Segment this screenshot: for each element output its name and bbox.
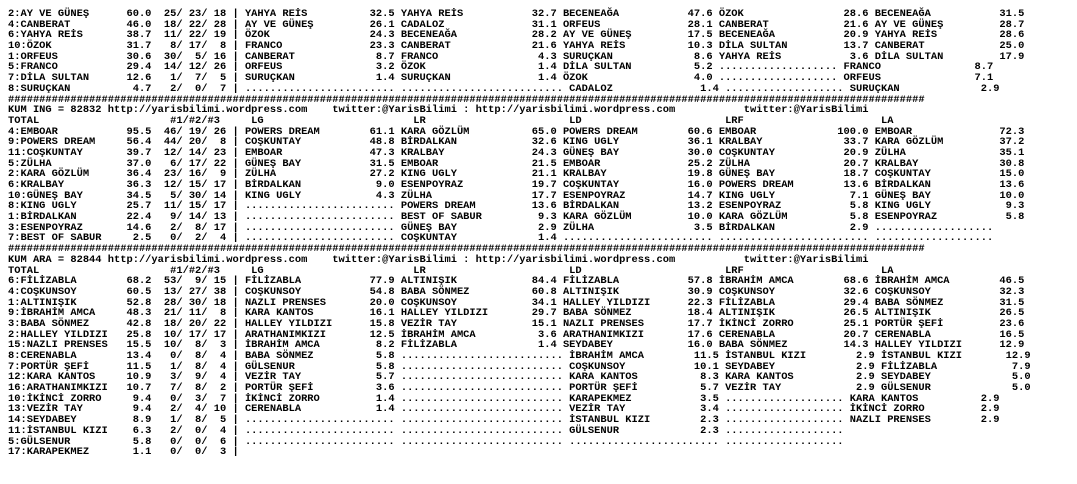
text-line: 13:VEZİR TAY 9.4 2/ 4/ 10 | CERENABLA 1.4 .......................... VEZİR TAY 3.4 ................... İKİNCİ ZORRO 2.9: [8, 403, 1000, 416]
text-line: 12:KARA KANTOS 10.9 3/ 9/ 4 | VEZİR TAY 5.7 .......................... KARA KANTOS 8.3 KARA KANTOS 2.9 SEYDABEY 5.0: [8, 371, 1031, 384]
text-line: 3:ESENPOYRAZ 14.6 2/ 8/ 17 | ........................ GÜNEŞ BAY 2.9 ZÜLHA 3.5 BİRDALKAN 2.9 ...................: [8, 221, 994, 234]
text-line: 1:BİRDALKAN 22.4 9/ 14/ 13 | ........................ BEST OF SABUR 9.3 KARA GÖZLÜM 10.0 KARA GÖZLÜM 5.8 ESENPOYRAZ 5.8: [8, 211, 1025, 224]
text-line: 4:EMBOAR 95.5 46/ 19/ 26 | POWERS DREAM 61.1 KARA GÖZLÜM 65.0 POWERS DREAM 60.6 EMBOAR 100.0 EMBOAR 72.3: [8, 125, 1025, 138]
text-line: 2:KARA GÖZLÜM 36.4 23/ 16/ 9 | ZÜLHA 27.2 KING UGLY 21.1 KRALBAY 19.8 GÜNEŞ BAY 18.7 COŞKUNTAY 15.0: [8, 168, 1025, 181]
text-line: 5:ZÜLHA 37.0 6/ 17/ 22 | GÜNEŞ BAY 31.5 EMBOAR 21.5 EMBOAR 25.2 ZÜLHA 20.7 KRALBAY 30.8: [8, 157, 1025, 170]
column-header-line: TOTAL #1/#2/#3 LG LR LD LRF LA: [8, 114, 894, 127]
text-line: 1:ALTINIŞIK 52.8 28/ 30/ 18 | NAZLI PRENSES 20.0 COŞKUNSOY 34.1 HALLEY YILDIZI 22.3 FİLİZABLA 29.4 BABA SÖNMEZ 31.5: [8, 296, 1025, 309]
text-line: 6:YAHYA REİS 38.7 11/ 22/ 19 | ÖZOK 24.3 BECENEAĞA 28.2 AY VE GÜNEŞ 17.5 BECENEAĞA 20.9 YAHYA REİS 28.6: [8, 29, 1025, 42]
race-header-line: KUM ARA = 82844 http://yarisbilimi.wordpress.com twitter:@YarisBilimi : http://yarisbilimi.wordpress.com twitter:@YarisBilimi: [8, 253, 869, 266]
text-line: 7:PORTÜR ŞEFİ 11.5 1/ 8/ 4 | GÜLSENUR 5.8 .......................... COŞKUNSOY 10.1 SEYDABEY 2.9 FİLİZABLA 7.9: [8, 360, 1031, 373]
text-line: 3:BABA SÖNMEZ 42.8 18/ 20/ 22 | HALLEY YILDIZI 15.8 VEZİR TAY 15.1 NAZLI PRENSES 17.7 İKİNCİ ZORRO 25.1 PORTÜR ŞEFİ 23.6: [8, 317, 1025, 330]
text-line: 11:İSTANBUL KIZI 6.3 2/ 0/ 4 | ........................ .......................... GÜLSENUR 2.3 ...................: [8, 424, 844, 437]
race-header-line: KUM ING = 82832 http://yarisbilimi.wordpress.com twitter:@YarisBilimi : http://yarisbilimi.wordpress.com twitter:@YarisBilimi: [8, 104, 869, 117]
text-line: 4:CANBERAT 46.0 18/ 22/ 28 | AY VE GÜNEŞ 26.1 CADALOZ 31.1 ORFEUS 28.1 CANBERAT 21.6 AY VE GÜNEŞ 28.7: [8, 18, 1025, 31]
text-line: 10:İKİNCİ ZORRO 9.4 0/ 3/ 7 | İKİNCİ ZORRO 1.4 .......................... KARAPEKMEZ 3.5 ................... KARA KANTOS 2.9: [8, 392, 1000, 405]
text-line: 8:KING UGLY 25.7 11/ 15/ 17 | ........................ POWERS DREAM 13.6 BİRDALKAN 13.2 ESENPOYRAZ 5.8 KING UGLY 9.3: [8, 200, 1025, 213]
text-line: 6:FİLİZABLA 68.2 53/ 9/ 15 | FİLİZABLA 77.9 ALTINIŞIK 84.4 FİLİZABLA 57.8 İBRAHİM AMCA 68.6 İBRAHİM AMCA 46.5: [8, 275, 1025, 288]
text-line: 2:AY VE GÜNEŞ 60.0 25/ 23/ 18 | YAHYA REİS 32.5 YAHYA REİS 32.7 BECENEAĞA 47.6 ÖZOK 28.6 BECENEAĞA 31.5: [8, 8, 1025, 20]
text-line: 5:GÜLSENUR 5.8 0/ 0/ 6 | ........................ .......................... ........................ ...................: [8, 435, 844, 448]
text-line: 5:FRANCO 29.4 14/ 12/ 26 | ORFEUS 3.2 ÖZOK 1.4 DİLA SULTAN 5.2 ................... FRANCO 8.7: [8, 61, 994, 74]
text-line: 4:COŞKUNSOY 60.5 13/ 27/ 38 | COŞKUNSOY 54.8 BABA SÖNMEZ 60.8 ALTINIŞIK 30.9 COŞKUNSOY 32.6 COŞKUNSOY 32.3: [8, 285, 1025, 298]
column-header-line: TOTAL #1/#2/#3 LG LR LD LRF LA: [8, 264, 894, 277]
text-line: 6:KRALBAY 36.3 12/ 15/ 17 | BİRDALKAN 9.0 ESENPOYRAZ 19.7 COŞKUNTAY 16.0 POWERS DREAM 13.6 BİRDALKAN 13.6: [8, 179, 1025, 191]
text-line: 9:İBRAHİM AMCA 48.3 21/ 11/ 8 | KARA KANTOS 16.1 HALLEY YILDIZI 29.7 BABA SÖNMEZ 18.4 ALTINIŞIK 26.5 ALTINIŞIK 26.5: [8, 307, 1025, 320]
text-line: 9:POWERS DREAM 56.4 44/ 20/ 8 | COŞKUNTAY 48.8 BİRDALKAN 32.6 KING UGLY 36.1 KRALBAY 33.7 KARA GÖZLÜM 37.2: [8, 136, 1025, 149]
text-line: 1:ORFEUS 30.6 30/ 5/ 16 | CANBERAT 8.7 FRANCO 4.3 SURUÇKAN 8.6 YAHYA REİS 3.6 DİLA SULTAN 17.9: [8, 50, 1025, 63]
text-line: 8:CERENABLA 13.4 0/ 8/ 4 | BABA SÖNMEZ 5.8 .......................... İBRAHİM AMCA 11.5 İSTANBUL KIZI 2.9 İSTANBUL KIZI 12.9: [8, 350, 1031, 362]
text-line: 2:HALLEY YILDIZI 25.8 10/ 17/ 17 | ARATHANIMKIZI 12.5 İBRAHİM AMCA 3.6 ARATHANIMKIZI 17.6 CERENABLA 20.7 CERENABLA 16.5: [8, 328, 1025, 341]
text-line: 7:BEST OF SABUR 2.5 0/ 2/ 4 | ........................ COŞKUNTAY 1.4 ........................ ........................ ...................: [8, 232, 994, 245]
text-line: 15:NAZLI PRENSES 15.5 10/ 8/ 3 | İBRAHİM AMCA 8.2 FİLİZABLA 1.4 SEYDABEY 16.0 BABA SÖNMEZ 14.3 HALLEY YILDIZI 12.9: [8, 339, 1025, 352]
text-line: 17:KARAPEKMEZ 1.1 0/ 0/ 3 |: [8, 446, 239, 459]
separator-line: ###################################################################################################################################################: [8, 243, 925, 256]
text-line: 14:SEYDABEY 8.9 1/ 8/ 5 | ........................ .......................... İSTANBUL KIZI 2.3 ................... NAZLI PRENSES 2.9: [8, 414, 1000, 427]
separator-line: ###################################################################################################################################################: [8, 93, 925, 106]
text-line: 10:GÜNEŞ BAY 34.5 5/ 30/ 14 | KING UGLY 4.3 ZÜLHA 17.7 ESENPOYRAZ 14.7 KING UGLY 7.1 GÜNEŞ BAY 10.0: [8, 189, 1025, 202]
text-line: 7:DİLA SULTAN 12.6 1/ 7/ 5 | SURUÇKAN 1.4 SURUÇKAN 1.4 ÖZOK 4.0 ................... ORFEUS 7.1: [8, 72, 994, 85]
text-line: 11:COŞKUNTAY 39.7 12/ 14/ 23 | EMBOAR 47.3 KRALBAY 24.3 GÜNEŞ BAY 30.0 COŞKUNTAY 20.9 ZÜLHA 35.1: [8, 146, 1025, 159]
text-line: 16:ARATHANIMKIZI 10.7 7/ 8/ 2 | PORTÜR ŞEFİ 3.6 .......................... PORTÜR ŞEFİ 5.7 VEZİR TAY 2.9 GÜLSENUR 5.0: [8, 382, 1031, 395]
text-line: 8:SURUÇKAN 4.7 2/ 0/ 7 | ........................ .......................... CADALOZ 1.4 ................... SURUÇKAN 2.9: [8, 82, 1000, 95]
text-line: 10:ÖZOK 31.7 8/ 17/ 8 | FRANCO 23.3 CANBERAT 21.6 YAHYA REİS 10.3 DİLA SULTAN 13.7 CANBERAT 25.0: [8, 40, 1025, 53]
